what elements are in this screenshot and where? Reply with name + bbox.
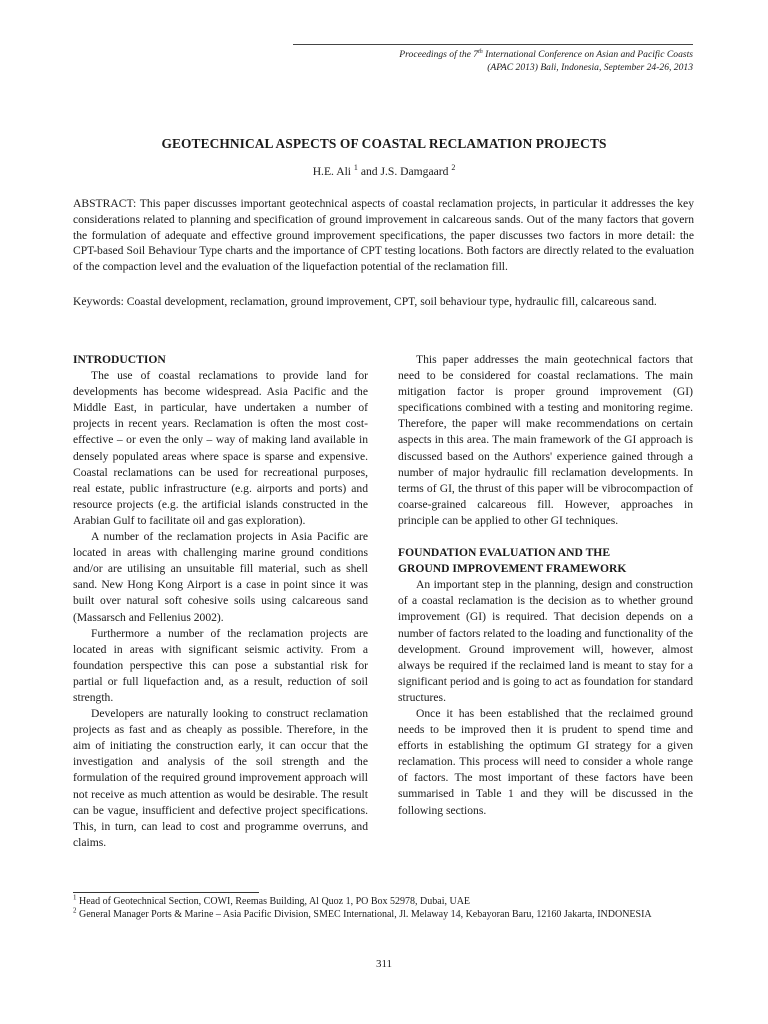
- paragraph: A number of the reclamation projects in Asia Pacific are located in areas with challenging marine ground conditions and/or are utilising an unsuitable fill material, such as shell sand. New Hong Kong Airport is a case in point since it was built over natural soft cohesive soils using calcareous sand (Massarsch and Fellenius 2002).: [73, 530, 368, 624]
- paragraph: An important step in the planning, design and construction of a coastal reclamation is the decision as to whether ground improvement (GI) is required. That decision depends on a number of factors related to the loading and functionality of the development. Ground improvement will, however, almost always be required if the reclaimed land is meant to stay for a significant period and is going to act as foundation for standard structures.: [398, 578, 693, 704]
- conference-header: [293, 44, 693, 74]
- page-number: 311: [375, 958, 393, 970]
- introduction-heading: INTRODUCTION: [73, 353, 166, 366]
- paragraph: Developers are naturally looking to construct reclamation projects as fast and as cheaply as possible. Therefore, in the aim of initiating the construction early, it can occur that the investigation and analysis of the soil strength and the formulation of the required ground improvement approach will not receive as much attention as would be desirable. The result can be vague, insufficient and defective project specifications. This, in turn, can lead to cost and programme overruns, and claims.: [73, 707, 368, 849]
- author-2: and J.S. Damgaard: [357, 165, 449, 178]
- paragraph: This paper addresses the main geotechnical factors that need to be considered for coastal reclamations. The main mitigation factor is proper ground improvement (GI) specifications combined with a testing and monitoring regime. Therefore, the paper will make recommendations on certain aspects in this area. The main framework of the GI approach is discussed based on the Authors' experience gained through a number of major hydraulic fill reclamation developments. In terms of GI, the thrust of this paper will be vibrocompaction of coarse-grained calcareous fill. However, approaches in principle can be applied to other GI techniques.: [398, 353, 693, 527]
- conference-line-2: (APAC 2013) Bali, Indonesia, September 24-26, 2013: [487, 62, 693, 73]
- paragraph: The use of coastal reclamations to provide land for developments has become widespread. Asia Pacific and the Middle East, in particular, have undertaken a number of projects in recent years. Reclamation is often the most cost-effective – or even the only – way of making land available in densely populated areas where space is sparse and expensive. Coastal reclamations can be used for recreational purposes, real estate, public infrastructure (e.g. airports and ports) and resource projects (e.g. the artificial islands constructed in the Arabian Gulf to facilitate oil and gas exploration).: [73, 369, 368, 527]
- footnote-divider: [73, 892, 259, 893]
- paragraph: Furthermore a number of the reclamation projects are located in areas with significant seismic activity. From a foundation perspective this can pose a substantial risk for partial or full liquefaction and, as a result, reduction of soil strength.: [73, 626, 368, 704]
- paragraph: Once it has been established that the reclaimed ground needs to be improved then it is prudent to spend time and efforts in establishing the optimum GI strategy for a given reclamation. This process will need to consider a whole range of factors. The most important of these factors have been summarised in Table 1 and they will be discussed in the following sections.: [398, 706, 693, 817]
- author-1-mark: 1: [353, 163, 358, 173]
- abstract: ABSTRACT: This paper discusses important geotechnical aspects of coastal reclamation projects, in particular it addresses the key considerations related to planning and specification of ground improvement in calcareous sands. Out of the many factors that govern the formulation of adequate and effective ground improvement specifications, the paper discusses two factors in more detail: the CPT-based Soil Behaviour Type charts and the importance of CPT testing locations. Both factors are directly related to the evaluation of the compaction level and the evaluation of the liquefaction potential of the reclamation fill.: [73, 197, 694, 274]
- conference-line-1: Proceedings of the 7th International Conference on Asian and Pacific Coasts: [399, 48, 693, 60]
- paper-title: GEOTECHNICAL ASPECTS OF COASTAL RECLAMATION PROJECTS: [161, 136, 607, 151]
- right-column: [398, 352, 693, 819]
- footnote-1: $^1$ Head of Geotechnical Section, COWI, Reemas Building, Al Quoz 1, PO Box 52978, Dubai, UAE: [73, 893, 471, 907]
- foundation-heading-line-1: FOUNDATION EVALUATION AND THE: [398, 546, 611, 560]
- left-column: [73, 352, 368, 851]
- author-2-mark: 2: [451, 163, 456, 173]
- footnotes: [73, 893, 694, 921]
- keywords: Keywords: Coastal development, reclamation, ground improvement, CPT, soil behaviour type, hydraulic fill, calcareous sand.: [73, 295, 657, 308]
- footnote-2: $^2$ General Manager Ports & Marine – Asia Pacific Division, SMEC International, Jl. Melaway 14, Kebayoran Baru, 12160 Jakarta, INDONESIA: [73, 906, 652, 920]
- author-1: H.E. Ali: [312, 165, 352, 178]
- authors: [0, 165, 768, 178]
- foundation-heading-line-2: GROUND IMPROVEMENT FRAMEWORK: [398, 562, 627, 576]
